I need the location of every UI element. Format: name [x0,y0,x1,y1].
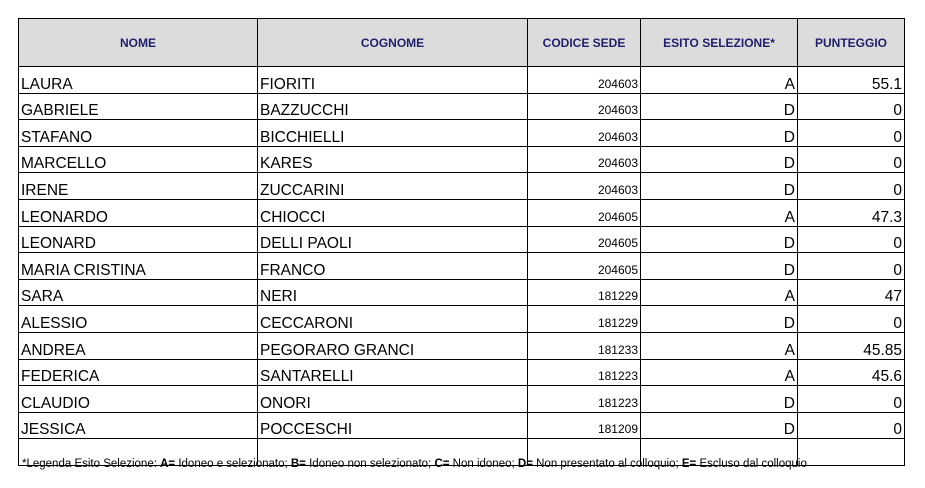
legend-key-e: E= [681,458,697,470]
cell-codice-sede: 181229 [528,279,641,306]
cell-esito: D [641,253,798,280]
cell-punteggio: 0 [798,253,905,280]
legend-footnote [22,458,807,470]
cell-punteggio: 0 [798,173,905,200]
legend-key-b: B= [290,458,306,470]
cell-cognome: BICCHIELLI [258,120,528,147]
cell-cognome: KARES [258,146,528,173]
table-row [19,120,905,147]
table-row [19,253,905,280]
cell-esito: D [641,412,798,439]
cell-esito: A [641,279,798,306]
cell-cognome: BAZZUCCHI [258,93,528,120]
cell-punteggio: 0 [798,93,905,120]
empty-cell [798,439,905,466]
cell-codice-sede: 181209 [528,412,641,439]
cell-nome: IRENE [19,173,258,200]
cell-cognome: CECCARONI [258,306,528,333]
legend-text-a: Idoneo e selezionato; [175,458,291,470]
legend-prefix: *Legenda Esito Selezione: [22,458,161,470]
cell-punteggio: 45.85 [798,332,905,359]
cell-punteggio: 47 [798,279,905,306]
cell-nome: SARA [19,279,258,306]
cell-codice-sede: 181229 [528,306,641,333]
cell-nome: LEONARDO [19,199,258,226]
cell-cognome: ZUCCARINI [258,173,528,200]
header-cognome: COGNOME [258,19,528,67]
cell-punteggio: 0 [798,120,905,147]
cell-nome: ALESSIO [19,306,258,333]
table-row [19,359,905,386]
table-body [19,67,905,466]
table-row [19,67,905,94]
cell-esito: D [641,306,798,333]
cell-cognome: CHIOCCI [258,199,528,226]
cell-nome: FEDERICA [19,359,258,386]
cell-cognome: POCCESCHI [258,412,528,439]
table-row [19,332,905,359]
cell-codice-sede: 204603 [528,173,641,200]
table-row [19,93,905,120]
cell-esito: D [641,226,798,253]
cell-esito: A [641,332,798,359]
cell-esito: A [641,359,798,386]
cell-esito: A [641,199,798,226]
cell-esito: A [641,67,798,94]
legend-text-d: Non presentato al colloquio; [532,458,682,470]
table-row [19,146,905,173]
cell-codice-sede: 181223 [528,386,641,413]
cell-esito: D [641,386,798,413]
cell-nome: GABRIELE [19,93,258,120]
table-row [19,306,905,333]
results-table [18,18,905,466]
cell-nome: ANDREA [19,332,258,359]
cell-codice-sede: 204603 [528,93,641,120]
cell-nome: MARIA CRISTINA [19,253,258,280]
cell-cognome: DELLI PAOLI [258,226,528,253]
cell-punteggio: 0 [798,412,905,439]
cell-codice-sede: 181223 [528,359,641,386]
cell-codice-sede: 204603 [528,120,641,147]
legend-text-c: Non idoneo; [449,458,518,470]
cell-punteggio: 0 [798,386,905,413]
legend-key-c: C= [434,458,450,470]
header-punteggio: PUNTEGGIO [798,19,905,67]
cell-punteggio: 55.1 [798,67,905,94]
table-header [19,19,905,67]
cell-cognome: ONORI [258,386,528,413]
header-codice-sede: CODICE SEDE [528,19,641,67]
legend-key-d: D= [517,458,533,470]
table-row [19,279,905,306]
cell-esito: D [641,173,798,200]
cell-punteggio: 0 [798,306,905,333]
cell-cognome: FRANCO [258,253,528,280]
cell-punteggio: 0 [798,226,905,253]
cell-nome: JESSICA [19,412,258,439]
header-esito-selezione: ESITO SELEZIONE* [641,19,798,67]
cell-punteggio: 47.3 [798,199,905,226]
cell-nome: MARCELLO [19,146,258,173]
cell-punteggio: 45.6 [798,359,905,386]
cell-esito: D [641,93,798,120]
cell-codice-sede: 204603 [528,146,641,173]
cell-cognome: SANTARELLI [258,359,528,386]
header-nome: NOME [19,19,258,67]
cell-nome: LEONARD [19,226,258,253]
cell-codice-sede: 204605 [528,199,641,226]
cell-punteggio: 0 [798,146,905,173]
cell-nome: LAURA [19,67,258,94]
cell-cognome: FIORITI [258,67,528,94]
legend-text-b: Idoneo non selezionato; [305,458,435,470]
legend-key-a: A= [160,458,176,470]
legend-text-e: Escluso dal colloquio [696,458,807,470]
cell-nome: CLAUDIO [19,386,258,413]
header-row [19,19,905,67]
cell-nome: STAFANO [19,120,258,147]
cell-codice-sede: 181233 [528,332,641,359]
cell-esito: D [641,146,798,173]
cell-cognome: NERI [258,279,528,306]
table-row [19,226,905,253]
cell-codice-sede: 204603 [528,67,641,94]
cell-cognome: PEGORARO GRANCI [258,332,528,359]
cell-esito: D [641,120,798,147]
table-row [19,412,905,439]
table-row [19,199,905,226]
cell-codice-sede: 204605 [528,226,641,253]
table-row [19,386,905,413]
table-row [19,173,905,200]
cell-codice-sede: 204605 [528,253,641,280]
